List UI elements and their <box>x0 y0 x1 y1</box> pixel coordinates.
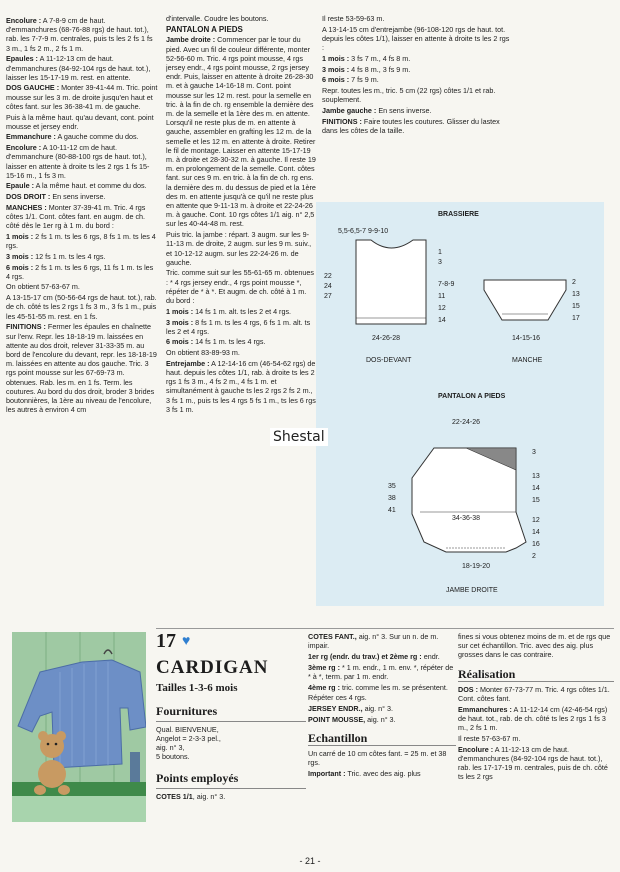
paragraph-text: A 11-12-13 cm de haut. d'emmanchures (84-92-104 rgs de haut. tot.), rab. les 17-17-19 m. centrales, puis de ch. côté ts les 2 rgs <box>458 744 608 782</box>
fournitures-heading: Fournitures <box>156 704 306 722</box>
svg-text:22: 22 <box>324 273 332 280</box>
bold-lead: 3ème rg : <box>308 662 340 672</box>
svg-text:13: 13 <box>572 291 580 298</box>
paragraph-text: En sens inverse. <box>50 192 106 202</box>
pattern-number: 17 <box>156 630 176 652</box>
paragraph <box>6 54 158 82</box>
section-divider <box>156 628 614 629</box>
paragraph-text: aig. n° 3. <box>362 703 394 713</box>
paragraph-text: En sens inverse. <box>376 105 432 115</box>
bold-lead: POINT MOUSSE, <box>308 714 366 724</box>
paragraph <box>6 293 158 321</box>
paragraph <box>6 113 158 131</box>
paragraph <box>166 230 316 267</box>
bold-lead: Epaules : <box>6 54 38 64</box>
svg-text:27: 27 <box>324 293 332 300</box>
text-column-3 <box>322 14 512 190</box>
cardigan-photo <box>12 632 146 822</box>
paragraph <box>458 705 614 733</box>
paragraph <box>308 704 456 713</box>
paragraph-text: Il reste 53-59-63 m. <box>322 14 385 23</box>
heart-icon: ♥ <box>182 632 191 648</box>
pattern-sizes: Tailles 1-3-6 mois <box>156 682 238 694</box>
paragraph-text: Fermer les épaules en chaînette sur l'env. Repr. les 18-18-19 m. laissées en attente au dos droit, relever 31-33-35 m. au bord de l'encolure du devant, repr. les 18-18-19 m. laissées en attente au dos gauche. Tric. 3 rgs point mousse sur les 67-69-73 m. obtenues. Rab. les m. en 1 fs. Term. les coutures. Au bord du dos droit, broder 3 brides boutonnières, la 1ère au niveau de l'encolure, les autres à environ 4 cm <box>6 322 157 415</box>
bold-lead: Jambe droite : <box>166 35 216 45</box>
paragraph <box>6 192 158 201</box>
manche-bottom-label: 14-15-16 <box>512 335 541 342</box>
paragraph <box>6 181 158 190</box>
paragraph <box>6 252 158 261</box>
pant-top-label: 22-24-26 <box>452 419 481 426</box>
paragraph <box>322 117 512 135</box>
paragraph-text: 2 fs 1 m. ts les 6 rgs, 8 fs 1 m. ts les 4 rgs. <box>6 231 156 251</box>
paragraph <box>6 263 158 281</box>
bold-lead: DOS GAUCHE : <box>6 83 60 93</box>
paragraph-text: A gauche comme du dos. <box>55 132 139 142</box>
paragraph <box>322 75 512 84</box>
diagram-svg <box>316 202 604 606</box>
text-column-4 <box>308 632 456 852</box>
points-heading: Points employés <box>156 771 306 789</box>
paragraph <box>6 16 158 53</box>
svg-text:41: 41 <box>388 507 396 514</box>
bold-lead: COTES FANT., <box>308 632 357 641</box>
paragraph-text: A 13-15-17 cm (50-56-64 rgs de haut. tot.), rab. de ch. côté ts les 2 rgs 1 fs 3 m., 3 fs 1 m., puis les 45-51-55 m. rest. en 1 fs. <box>6 293 157 321</box>
paragraph <box>6 203 158 231</box>
text-column-5 <box>458 632 614 852</box>
paragraph-text: Tric. avec des aig. plus <box>345 768 421 778</box>
bold-lead: FINITIONS : <box>6 322 46 332</box>
manche-right-dims <box>572 279 580 322</box>
svg-text:15: 15 <box>532 497 540 504</box>
schematic-diagram <box>316 202 604 606</box>
paragraph <box>6 232 158 250</box>
paragraph <box>6 322 158 414</box>
bold-lead: Epaule : <box>6 181 34 191</box>
pantalon-title: PANTALON A PIEDS <box>438 393 506 400</box>
paragraph <box>166 14 316 23</box>
paragraph <box>458 685 614 703</box>
section-heading: PANTALON A PIEDS <box>166 25 243 35</box>
brassiere-title: BRASSIERE <box>438 211 479 218</box>
bold-lead: FINITIONS : <box>322 116 362 126</box>
paragraph-text: endr. <box>421 651 440 661</box>
svg-text:13: 13 <box>532 473 540 480</box>
paragraph-text: Faire toutes les coutures. Glisser du lastex dans les côtes de la taille. <box>322 116 500 135</box>
bold-lead: 3 mois : <box>6 251 34 261</box>
paragraph <box>322 106 512 115</box>
bold-lead: DOS DROIT : <box>6 192 51 202</box>
dos-devant-shape <box>356 240 426 324</box>
realisation-heading: Réalisation <box>458 670 614 682</box>
paragraph <box>322 65 512 74</box>
paragraph <box>308 693 456 702</box>
paragraph-text: Il reste 57-63-67 m. <box>458 733 521 743</box>
bold-lead: Encolure : <box>458 744 494 754</box>
svg-text:11: 11 <box>438 293 446 300</box>
bold-lead: Entrejambe : <box>166 358 210 368</box>
pant-mid-label: 34-36-38 <box>452 515 481 522</box>
paragraph-text: 7 fs 9 m. <box>349 75 379 85</box>
paragraph <box>308 683 456 692</box>
paragraph-text: Puis tric. la jambe : répart. 3 augm. sur les 9-11-13 m. de droite, 2 augm. sur les 9 m. suiv., et 10-12-12 augm. sur les 22-24-26 m. de gauche. <box>166 230 312 267</box>
svg-text:15: 15 <box>572 303 580 310</box>
paragraph-text: Monter 39-41-44 m. Tric. point mousse sur les 3 m. de droite jusqu'en haut et côtes fant. sur les 36-38-41 m. de gauche. <box>6 83 158 111</box>
pant-caption: JAMBE DROITE <box>446 587 498 594</box>
paragraph-text: 14 fs 1 m. ts les 4 rgs. <box>193 337 266 347</box>
paragraph <box>308 769 456 778</box>
paragraph <box>458 734 614 743</box>
paragraph <box>166 307 316 316</box>
manche-caption: MANCHE <box>512 357 543 364</box>
dos-top-label: 5,5-6,5-7 9-9-10 <box>338 228 389 235</box>
svg-text:16: 16 <box>532 541 540 548</box>
paragraph-text: On obtient 57-63-67 m. <box>6 282 80 292</box>
paragraph <box>308 663 456 681</box>
bold-lead: 6 mois : <box>322 75 350 85</box>
paragraph-text: 8 fs 1 m. ts les 4 rgs, 6 fs 1 m. alt. ts les 2 et 4 rgs. <box>166 317 311 336</box>
dos-bottom-label: 24-26-28 <box>372 335 401 342</box>
paragraph-text: A 10-11-12 cm de haut. d'emmanchure (80-88-100 rgs de haut. tot.), laisser en attente à droite ts les 2 rgs 1 fs 15-15-16 m., 1 fs 3 m. <box>6 143 150 180</box>
text-column-1 <box>6 16 158 624</box>
svg-text:7-8-9: 7-8-9 <box>438 281 455 288</box>
bold-lead: DOS : <box>458 684 478 694</box>
paragraph-text: A 12-14-16 cm (46-54-62 rgs) de haut. depuis les côtes 1/1, rab. à droite ts les 2 rgs 1 fs 3 m., 4 fs 2 m., 4 fs 1 m. et simultanément à gauche ts les 2 rgs 2 fs 2 m., 3 fs 1 m., puis ts les 4 rgs 5 fs 1 m., ts les 6 rgs 3 fs 1 m. <box>166 358 316 414</box>
svg-text:12: 12 <box>532 517 540 524</box>
paragraph <box>308 652 456 661</box>
svg-text:12: 12 <box>438 305 446 312</box>
svg-text:2: 2 <box>532 553 536 560</box>
svg-text:35: 35 <box>388 483 396 490</box>
paragraph <box>166 348 316 357</box>
svg-text:2: 2 <box>572 279 576 286</box>
watermark: Shestal <box>270 428 328 446</box>
paragraph <box>166 359 316 414</box>
paragraph <box>322 25 512 53</box>
bold-lead: MANCHES : <box>6 202 47 212</box>
paragraph-text: 14 fs 1 m. alt. ts les 2 et 4 rgs. <box>193 306 292 316</box>
paragraph <box>308 749 456 767</box>
dos-right-dims <box>438 249 454 324</box>
paragraph <box>6 282 158 291</box>
svg-text:24: 24 <box>324 283 332 290</box>
paragraph <box>6 83 158 111</box>
paragraph <box>322 86 512 104</box>
paragraph-text: On obtient 83-89-93 m. <box>166 348 240 358</box>
paragraph-text: A 13-14-15 cm d'entrejambe (96-108-120 rgs de haut. tot. depuis les côtes 1/1), laisser en attente à droite ts les 2 rgs : <box>322 24 510 53</box>
bold-lead: 6 mois : <box>166 337 194 347</box>
paragraph-text: * 1 m. endr., 1 m. env. *, répéter de * à *, term. par 1 m. endr. <box>308 662 454 681</box>
bold-lead: JERSEY ENDR., <box>308 703 363 713</box>
paragraph-text: Repr. toutes les m., tric. 5 cm (22 rgs) côtes 1/1 et rab. souplement. <box>322 85 496 105</box>
svg-text:3: 3 <box>438 259 442 266</box>
paragraph-text: A 11-12-14 cm (42-46-54 rgs) de haut. tot., rab. de ch. côté ts les 2 rgs 1 fs 3 m., 2 fs 1 m. <box>458 704 608 733</box>
bold-lead: 6 mois : <box>6 262 34 272</box>
bold-lead: 4ème rg : <box>308 682 340 692</box>
bold-lead: 3 mois : <box>166 317 194 327</box>
pattern-title: CARDIGAN <box>156 657 269 678</box>
paragraph-text: Monter 67-73-77 m. Tric. 4 rgs côtes 1/1. Cont. côtes fant. <box>458 684 610 704</box>
paragraph <box>166 35 316 228</box>
svg-text:1: 1 <box>438 249 442 256</box>
bold-lead: Jambe gauche : <box>322 105 377 115</box>
bold-lead: 1 mois : <box>166 306 194 316</box>
paragraph <box>6 132 158 141</box>
bold-lead: Encolure : <box>6 16 42 25</box>
paragraph-text: A la même haut. et comme du dos. <box>33 181 147 191</box>
bold-lead: 1er rg (endr. du trav.) et 2ème rg : <box>308 651 422 661</box>
svg-text:14: 14 <box>438 317 446 324</box>
paragraph-text: A 7-8-9 cm de haut. d'emmanchures (68-76-88 rgs) de haut. tot.), rab. les 7-7-9 m. centrales, puis ts les 2 fs 1 fs 3 m., 1 fs 2 m., 2 fs 1 m. <box>6 16 153 53</box>
fournitures-list: Qual. BIENVENUE, Angelot = 2-3-3 pel., aig. n° 3, 5 boutons. <box>156 725 221 761</box>
svg-text:17: 17 <box>572 315 580 322</box>
paragraph-text: 12 fs 1 m. ts les 4 rgs. <box>33 251 106 261</box>
paragraph-text: Puis à la même haut. qu'au devant, cont. point mousse et jersey endr. <box>6 112 154 131</box>
svg-text:3: 3 <box>532 449 536 456</box>
page-number: - 21 - <box>299 856 321 866</box>
cardigan-title-block <box>156 630 306 850</box>
paragraph-text: aig. n° 3. Sur un n. de m. impair. <box>308 632 439 651</box>
paragraph <box>166 268 316 305</box>
bold-lead: Emmanchure : <box>6 132 56 142</box>
svg-text:14: 14 <box>532 529 540 536</box>
bold-lead: 1 mois : <box>322 53 350 63</box>
pant-left-dims <box>388 483 396 514</box>
paragraph-text: A 11-12-13 cm de haut. d'emmanchures (84-92-104 rgs de haut. tot.), laisser les 15-17-19 m. rest. en attente. <box>6 54 151 82</box>
paragraph <box>322 54 512 63</box>
bold-lead: 1 mois : <box>6 231 34 241</box>
paragraph-text: Répéter ces 4 rgs. <box>308 693 367 703</box>
paragraph-text: Monter 37-39-41 m. Tric. 4 rgs côtes 1/1. Cont. côtes fant. en augm. de ch. côté dès le 1er rg à 1 m. du bord : <box>6 202 146 231</box>
paragraph-text: Tric. comme suit sur les 55-61-65 m. obtenues : * 4 rgs jersey endr., 4 rgs point mousse *, répéter de * à *. Et augm. de ch. côté à 1 m. du bord : <box>166 268 314 306</box>
bold-lead: Emmanchures : <box>458 704 512 714</box>
pant-right-dims <box>532 449 540 560</box>
col5-intro: fines si vous obtenez moins de m. et de rgs que sur cet échantillon. Tric. avec des aig. plus grosses dans le cas contraire. <box>458 632 611 660</box>
paragraph-text: 4 fs 8 m., 3 fs 9 m. <box>349 64 411 74</box>
paragraph-text: 2 fs 1 m. ts les 6 rgs, 11 fs 1 m. ts les 4 rgs. <box>6 262 154 281</box>
paragraph-text: Un carré de 10 cm côtes fant. = 25 m. et 38 rgs. <box>308 749 447 768</box>
bold-lead: Important : <box>308 768 346 778</box>
echantillon-heading: Echantillon <box>308 734 456 746</box>
paragraph <box>458 745 614 782</box>
text-column-2 <box>166 14 316 618</box>
paragraph <box>6 143 158 180</box>
dos-caption: DOS-DEVANT <box>366 357 412 364</box>
svg-text:38: 38 <box>388 495 396 502</box>
pant-bottom-label: 18-19-20 <box>462 563 491 570</box>
bold-lead: 3 mois : <box>322 64 350 74</box>
paragraph-text: 3 fs 7 m., 4 fs 8 m. <box>349 53 411 63</box>
paragraph <box>166 337 316 346</box>
paragraph-text: aig. n° 3. <box>365 714 396 724</box>
paragraph-text: tric. comme les m. se présentent. <box>339 682 448 692</box>
svg-text:14: 14 <box>532 485 540 492</box>
paragraph-text: Commencer par le tour du pied. Avec un fil de couleur différente, monter 52-56-60 m. Tric. 4 rgs point mousse, 4 rgs jersey endr., 4 rgs point mousse, 2 rgs jersey endr. Puis, laisser en attente à droite 26-28-30 m. et à gauche 14-16-18 m. Cont. point mousse sur les 12 m. rest. pour la semelle en tric. à la fin de ch. rg ensemble la dernière des m. de la semelle et la 1ère des m. en attente. Lorsqu'il ne reste plus de m. en attente à gauche, assembler en grafting les 12 m. de la semelle et les 12 m. en attente à droite. Retirer le fil de montage. Laisser en attente 15-17-19 m. à droite et 28-30-32 m. à gauche. Il reste 19 m. en prolongement de la semelle. Cont. côtes fant. sur ces 9 m. en tric. à la fin de ch. rg ens. la dernière des m. du dessus de pied et la 1ère des m. en attente jusqu'à ce qu'il ne reste plus en attente que 9-11-13 m. à droite et 22-24-26 m. à gauche. Cont. 10 rgs côtes 1/1 aig. n° 2,5 sur les 40-44-48 m. rest. <box>166 35 316 229</box>
dos-left-dims <box>324 273 332 300</box>
paragraph-text: d'intervalle. Coudre les boutons. <box>166 14 269 23</box>
paragraph <box>308 632 456 650</box>
paragraph <box>166 318 316 336</box>
bold-lead: Encolure : <box>6 143 42 153</box>
paragraph <box>322 14 512 23</box>
paragraph <box>308 715 456 724</box>
points-cotes: COTES 1/1, aig. n° 3. <box>156 792 226 801</box>
